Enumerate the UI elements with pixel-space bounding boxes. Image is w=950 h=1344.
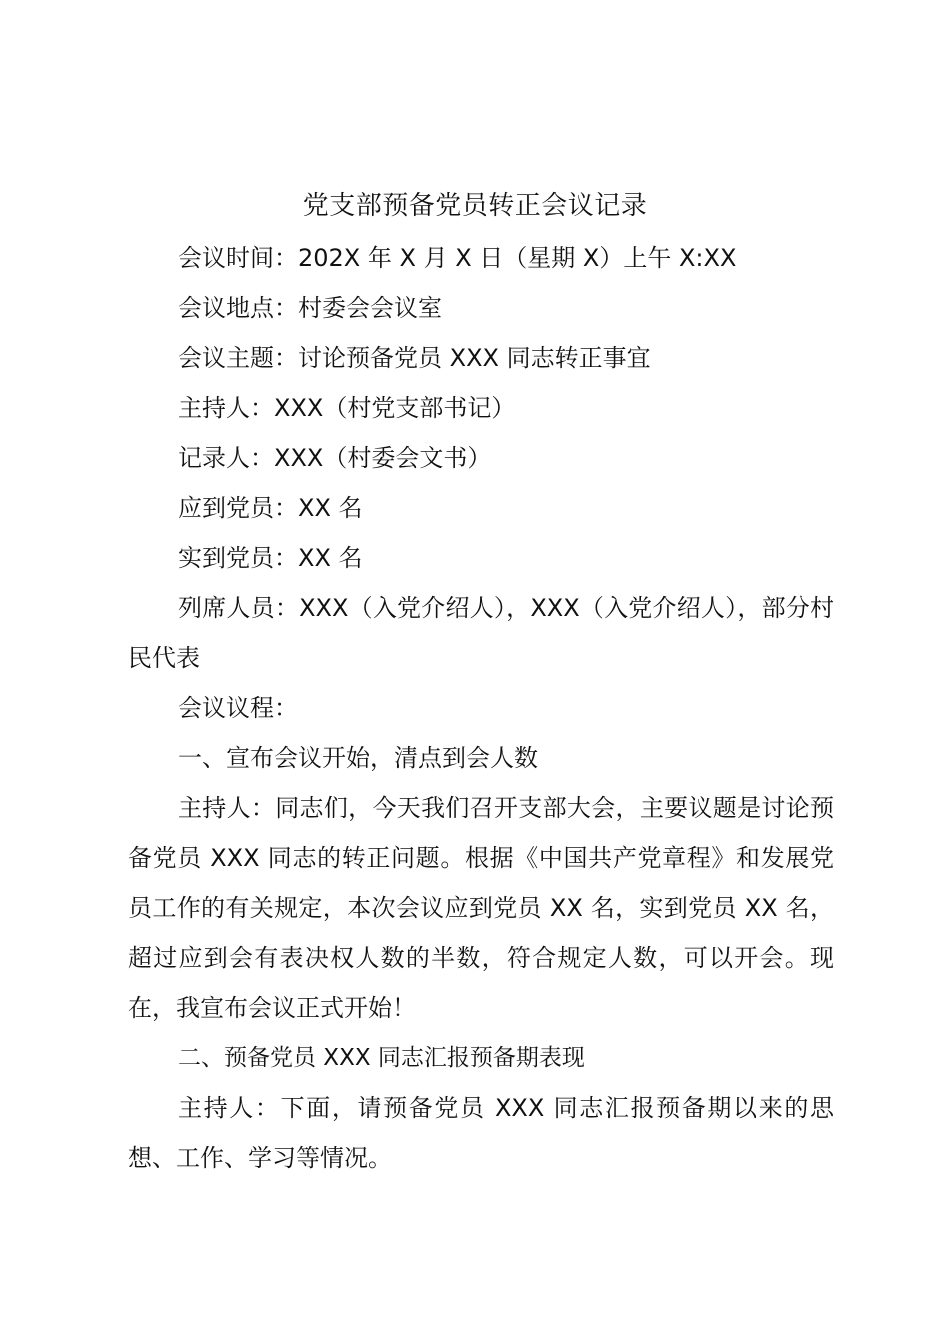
meeting-place: 会议地点：村委会会议室 — [178, 294, 442, 322]
meeting-host: 主持人：XXX（村党支部书记） — [178, 394, 516, 422]
document-title: 党支部预备党员转正会议记录 — [302, 191, 648, 221]
meeting-recorder: 记录人：XXX（村委会文书） — [178, 444, 492, 472]
expected-members: 应到党员：XX 名 — [178, 494, 363, 522]
attendees: 列席人员：XXX（入党介绍人），XXX（入党介绍人），部分村民代表 — [128, 594, 834, 672]
section-2-heading: 二、预备党员 XXX 同志汇报预备期表现 — [178, 1045, 585, 1071]
meeting-time: 会议时间：202X 年 X 月 X 日（星期 X）上午 X:XX — [178, 244, 737, 272]
agenda-label: 会议议程： — [178, 694, 298, 722]
meeting-topic: 会议主题：讨论预备党员 XXX 同志转正事宜 — [178, 344, 651, 372]
section-1-heading: 一、宣布会议开始，清点到会人数 — [178, 744, 538, 772]
section-2-body: 主持人：下面，请预备党员 XXX 同志汇报预备期以来的思想、工作、学习等情况。 — [128, 1094, 834, 1172]
section-1-body: 主持人：同志们，今天我们召开支部大会，主要议题是讨论预备党员 XXX 同志的转正问题。根据《中国共产党章程》和发展党员工作的有关规定，本次会议应到党员 XX 名，实到党员 XX 名，超过应到会有表决权人数的半数，符合规定人数，可以开会。现在，我宣布会议正式开始！ — [128, 794, 834, 1022]
actual-members: 实到党员：XX 名 — [178, 544, 363, 572]
document-body — [128, 233, 834, 1183]
